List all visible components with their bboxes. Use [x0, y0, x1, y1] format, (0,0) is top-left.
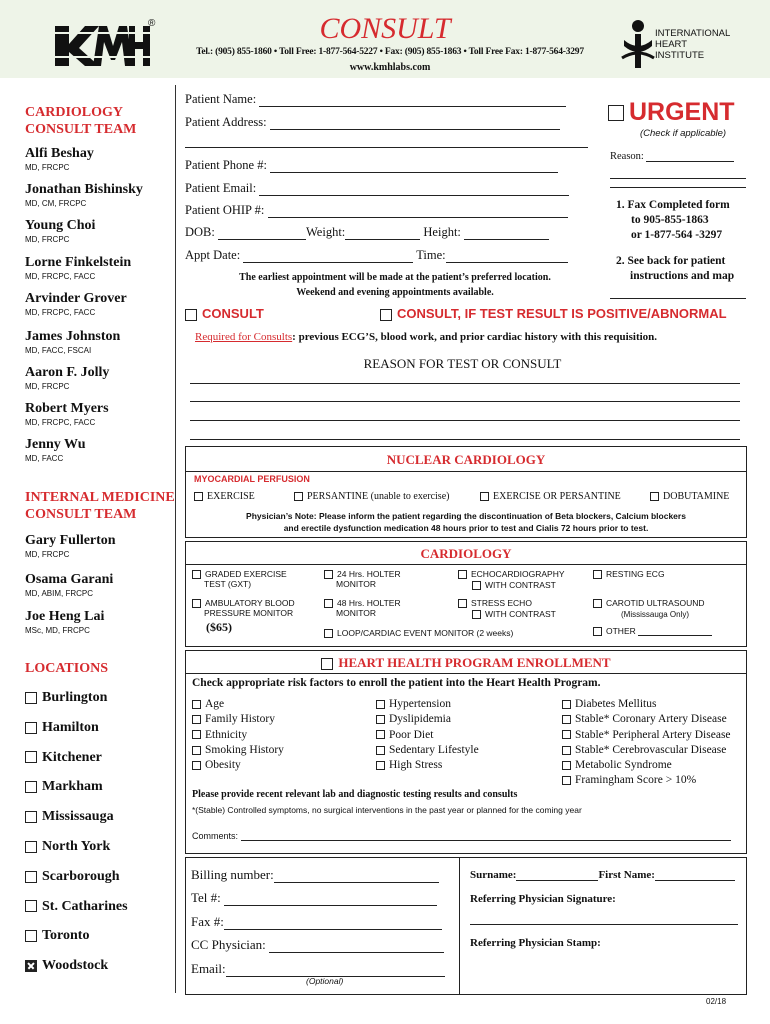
doctor-name: Aaron F. Jolly	[25, 365, 110, 380]
risk-factor-label: Diabetes Mellitus	[575, 698, 657, 710]
risk-factor-option[interactable]	[192, 697, 284, 712]
cc-physician-field[interactable]: CC Physician:	[191, 937, 444, 953]
risk-factor-option[interactable]	[376, 728, 479, 743]
consult-requirements: Required for Consults: previous ECG’S, blood work, and prior cardiac history with this requisition.	[195, 331, 658, 343]
risk-factor-option[interactable]	[376, 712, 479, 727]
stable-note: *(Stable) Controlled symptoms, no surgical interventions in the past year or planned for the coming year	[192, 805, 582, 815]
signature-label: Referring Physician Signature:	[470, 893, 616, 905]
patient-email-field[interactable]: Patient Email:	[185, 181, 569, 196]
risk-factor-label: Sedentary Lifestyle	[389, 743, 479, 756]
abpm-option[interactable]: AMBULATORY BLOOD PRESSURE MONITOR	[192, 598, 295, 618]
doctor-name: Young Choi	[25, 218, 96, 233]
doctor-name: Robert Myers	[25, 401, 109, 416]
consult-box-icon	[185, 309, 197, 321]
checkbox-icon[interactable]	[562, 730, 571, 739]
checkbox-icon[interactable]	[562, 776, 571, 785]
doctor-entry	[25, 255, 131, 281]
contact-line: Tel.: (905) 855-1860 • Toll Free: 1-877-564-5227 • Fax: (905) 855-1863 • Toll Free Fax: 1-877-564-3297	[196, 47, 584, 57]
heart-health-instructions: Check appropriate risk factors to enroll the patient into the Heart Health Program.	[192, 677, 601, 689]
location-checkbox[interactable]	[25, 899, 128, 915]
urgent-reason-field[interactable]: Reason:	[610, 151, 734, 162]
risk-factor-option[interactable]	[192, 728, 284, 743]
fax-field[interactable]: Fax #:	[191, 914, 442, 930]
doctor-entry	[25, 182, 143, 208]
urgent-reason-line2[interactable]	[610, 178, 746, 179]
doctor-credentials: MSc, MD, FRCPC	[25, 626, 90, 635]
doctor-credentials: MD, FRCPC, FACC	[25, 272, 96, 281]
checkbox-icon[interactable]	[376, 715, 385, 724]
checkbox-icon[interactable]	[25, 841, 37, 853]
risk-factor-option[interactable]	[562, 728, 731, 743]
patient-phone-field[interactable]: Patient Phone #:	[185, 158, 558, 173]
risk-factor-option[interactable]	[376, 758, 479, 773]
doctor-entry	[25, 146, 94, 172]
patient-name-field[interactable]: Patient Name:	[185, 92, 566, 107]
optional-note: (Optional)	[306, 976, 344, 986]
nuclear-cardiology-section	[185, 446, 747, 538]
resting-ecg-option[interactable]: RESTING ECG	[593, 569, 665, 579]
checkbox-icon[interactable]	[376, 761, 385, 770]
email-field[interactable]: Email:	[191, 961, 445, 977]
doctor-credentials: MD, ABIM, FRCPC	[25, 589, 94, 598]
checkbox-icon[interactable]	[25, 751, 37, 763]
risk-factor-label: Dyslipidemia	[389, 713, 451, 726]
risk-factor-label: Stable* Cerebrovascular Disease	[575, 743, 727, 756]
risk-factor-option[interactable]	[192, 712, 284, 727]
carotid-option[interactable]: CAROTID ULTRASOUND (Mississauga Only)	[593, 598, 705, 620]
location-name: Woodstock	[42, 958, 109, 974]
appt-date-time-field[interactable]: Appt Date: Time:	[185, 248, 568, 263]
risk-factor-label: Smoking History	[205, 743, 284, 756]
checkbox-icon[interactable]	[25, 871, 37, 883]
nuclear-persantine-option[interactable]: PERSANTINE (unable to exercise)	[294, 491, 449, 502]
risk-factor-label: Poor Diet	[389, 728, 434, 741]
doctor-entry	[25, 401, 109, 427]
cardiology-title: CARDIOLOGY	[420, 546, 512, 561]
doctor-name: Joe Heng Lai	[25, 609, 105, 624]
doctor-name: Osama Garani	[25, 572, 114, 587]
doctor-credentials: MD, FRCPC	[25, 382, 70, 391]
doctor-credentials: MD, FACC	[25, 454, 64, 463]
location-name: St. Catharines	[42, 898, 128, 914]
doctor-name: Arvinder Grover	[25, 291, 127, 306]
doctor-entry	[25, 365, 109, 391]
checkbox-icon[interactable]	[25, 692, 37, 704]
reason-line[interactable]	[190, 383, 740, 384]
doctor-entry	[25, 329, 120, 355]
checkbox-icon[interactable]	[562, 761, 571, 770]
checkbox-icon[interactable]	[376, 730, 385, 739]
doctor-credentials: MD, CM, FRCPC	[25, 199, 87, 208]
risk-factor-option[interactable]	[376, 743, 479, 758]
billing-section	[185, 857, 747, 995]
location-name: Markham	[42, 779, 103, 795]
nuclear-title: NUCLEAR CARDIOLOGY	[386, 452, 546, 467]
surname-first-name-field[interactable]: Surname: First Name:	[470, 869, 735, 881]
gxt-option[interactable]: GRADED EXERCISE TEST (GXT)	[192, 569, 287, 589]
cardiology-section	[185, 541, 747, 647]
risk-factor-option[interactable]	[192, 758, 284, 773]
checkbox-icon[interactable]	[192, 746, 201, 755]
risk-factor-label: High Stress	[389, 759, 443, 772]
checked-box-icon[interactable]	[25, 960, 37, 972]
page-title: CONSULT	[319, 12, 451, 45]
doctor-credentials: MD, FRCPC	[25, 163, 70, 172]
checkbox-icon[interactable]	[192, 761, 201, 770]
holter-48-option[interactable]: 48 Hrs. HOLTER MONITOR	[324, 598, 401, 618]
location-name: North York	[42, 839, 111, 854]
consult-if-positive-checkbox[interactable]: CONSULT, IF TEST RESULT IS POSITIVE/ABNORMAL	[380, 306, 727, 321]
checkbox-icon[interactable]	[562, 746, 571, 755]
heart-health-checkbox[interactable]: HEART HEALTH PROGRAM ENROLLMENT	[186, 655, 746, 671]
risk-factor-label: Ethnicity	[205, 728, 248, 741]
doctor-name: Alfi Beshay	[25, 146, 94, 161]
urgent-checkbox[interactable]: URGENT	[608, 98, 735, 127]
tel-field[interactable]: Tel #:	[191, 890, 437, 906]
doctor-name: Jenny Wu	[25, 437, 86, 452]
risk-factor-option[interactable]	[562, 697, 731, 712]
sidebar-divider	[175, 85, 176, 993]
location-name: Kitchener	[42, 749, 102, 765]
risk-factor-option[interactable]	[562, 712, 731, 727]
nuclear-exercise-option[interactable]: EXERCISE	[194, 491, 255, 502]
risk-factor-label: Family History	[205, 713, 275, 726]
location-name: Hamilton	[42, 719, 99, 735]
reason-line[interactable]	[190, 439, 740, 440]
echo-option[interactable]: ECHOCARDIOGRAPHY WITH CONTRAST	[458, 569, 565, 591]
revision-date: 02/18	[706, 997, 727, 1006]
holter-24-option[interactable]: 24 Hrs. HOLTER MONITOR	[324, 569, 401, 589]
lab-results-note: Please provide recent relevant lab and diagnostic testing results and consults	[192, 789, 518, 800]
abpm-price: ($65)	[206, 620, 232, 634]
checkbox-icon[interactable]	[25, 811, 37, 823]
checkbox-icon[interactable]	[192, 730, 201, 739]
kmh-logo	[55, 20, 150, 70]
risk-factor-option[interactable]	[562, 773, 731, 788]
loop-monitor-option[interactable]: LOOP/CARDIAC EVENT MONITOR (2 weeks)	[324, 628, 513, 638]
heart-institute-name: INTERNATIONAL HEART INSTITUTE	[655, 28, 731, 61]
risk-factors-col3	[562, 697, 731, 789]
website: www.kmhlabs.com	[349, 62, 431, 73]
risk-factor-label: Age	[205, 698, 225, 710]
reason-line[interactable]	[190, 401, 740, 402]
locations-heading: LOCATIONS	[25, 661, 108, 676]
heart-institute-logo	[618, 18, 658, 73]
doctor-name: Lorne Finkelstein	[25, 255, 132, 270]
checkbox-icon[interactable]	[562, 715, 571, 724]
location-name: Mississauga	[42, 809, 114, 825]
location-name: Toronto	[42, 928, 90, 944]
risk-factors-col1	[192, 697, 284, 773]
doctor-credentials: MD, FRCPC	[25, 550, 70, 559]
risk-factor-label: Metabolic Syndrome	[575, 759, 672, 772]
risk-factor-label: Framingham Score > 10%	[575, 774, 697, 787]
risk-factors-col2	[376, 697, 479, 773]
doctor-credentials: MD, FRCPC, FACC	[25, 308, 96, 317]
nuclear-exercise-or-persantine-option[interactable]: EXERCISE OR PERSANTINE	[480, 491, 621, 502]
risk-factor-label: Obesity	[205, 759, 241, 772]
patient-address-field[interactable]: Patient Address:	[185, 115, 560, 130]
location-checkbox[interactable]	[25, 720, 99, 736]
myocardial-perfusion-label: MYOCARDIAL PERFUSION	[194, 474, 310, 484]
stress-echo-option[interactable]: STRESS ECHO WITH CONTRAST	[458, 598, 556, 620]
checkbox-icon[interactable]	[192, 715, 201, 724]
doctor-entry	[25, 437, 86, 463]
location-checkbox[interactable]	[25, 690, 107, 706]
consult-positive-box-icon	[380, 309, 392, 321]
location-checkbox[interactable]	[25, 839, 110, 855]
risk-factor-label: Stable* Coronary Artery Disease	[575, 713, 727, 726]
checkbox-icon[interactable]	[25, 781, 37, 793]
risk-factor-label: Stable* Peripheral Artery Disease	[575, 728, 731, 741]
risk-factor-option[interactable]	[376, 697, 479, 712]
doctor-name: James Johnston	[25, 329, 121, 344]
location-checkbox[interactable]	[25, 750, 102, 766]
checkbox-icon[interactable]	[376, 746, 385, 755]
location-checkbox[interactable]	[25, 958, 108, 974]
risk-factor-label: Hypertension	[389, 698, 451, 710]
location-name: Scarborough	[42, 868, 120, 884]
doctor-credentials: MD, FRCPC, FACC	[25, 418, 96, 427]
stamp-label[interactable]: Referring Physician Stamp:	[470, 937, 601, 949]
comments-field[interactable]: Comments:	[192, 831, 731, 841]
nuclear-dobutamine-option[interactable]: DOBUTAMINE	[650, 491, 729, 502]
cardiology-team-heading: CARDIOLOGY CONSULT TEAM	[25, 105, 137, 137]
internal-medicine-heading: INTERNAL MEDICINE CONSULT TEAM	[25, 490, 175, 522]
signature-line[interactable]	[470, 924, 738, 925]
physician-note: Physician’s Note: Please inform the patient regarding the discontinuation of Beta blockers, Calcium blockers and erectile dysfunction medication 48 hours prior to test and Cialis 72 hours prior to test.	[246, 511, 686, 533]
heart-health-section	[185, 650, 747, 854]
appointment-note: The earliest appointment will be made at the patient’s preferred location. Weekend and evening appointments available.	[239, 272, 551, 298]
urgent-note: (Check if applicable)	[640, 128, 727, 139]
urgent-box-icon	[608, 105, 624, 121]
doctor-entry	[25, 572, 113, 598]
risk-factor-option[interactable]	[562, 743, 731, 758]
risk-factor-option[interactable]	[192, 743, 284, 758]
doctor-entry	[25, 218, 95, 244]
reason-line[interactable]	[190, 420, 740, 421]
checkbox-icon[interactable]	[376, 700, 385, 709]
checkbox-icon[interactable]	[25, 722, 37, 734]
location-checkbox[interactable]	[25, 809, 114, 825]
patient-address-line2[interactable]	[185, 147, 588, 148]
location-checkbox[interactable]	[25, 928, 89, 944]
checkbox-icon[interactable]	[25, 900, 37, 912]
location-checkbox[interactable]	[25, 779, 103, 795]
checkbox-icon[interactable]	[25, 930, 37, 942]
location-name: Burlington	[42, 690, 108, 705]
dob-weight-height-field[interactable]: DOB: Weight: Height:	[185, 225, 549, 240]
location-checkbox[interactable]	[25, 869, 120, 885]
patient-ohip-field[interactable]: Patient OHIP #:	[185, 203, 568, 218]
other-option[interactable]: OTHER	[593, 626, 712, 636]
doctor-name: Jonathan Bishinsky	[25, 182, 143, 197]
doctor-credentials: MD, FACC, FSCAI	[25, 346, 92, 355]
doctor-credentials: MD, FRCPC	[25, 235, 70, 244]
checkbox-icon[interactable]	[562, 700, 571, 709]
fax-instructions-box: 1. Fax Completed form to 905-855-1863 or 1-877-564 -3297 2. See back for patient instructions and map	[610, 187, 746, 299]
doctor-entry	[25, 533, 116, 559]
reason-heading: REASON FOR TEST OR CONSULT	[363, 356, 562, 371]
risk-factor-option[interactable]	[562, 758, 731, 773]
consult-checkbox[interactable]: CONSULT	[185, 306, 264, 321]
doctor-name: Gary Fullerton	[25, 533, 116, 548]
billing-number-field[interactable]: Billing number:	[191, 867, 439, 883]
doctor-entry	[25, 291, 127, 317]
checkbox-icon[interactable]	[192, 700, 201, 709]
doctor-entry	[25, 609, 104, 635]
registered-mark: ®	[148, 18, 156, 29]
